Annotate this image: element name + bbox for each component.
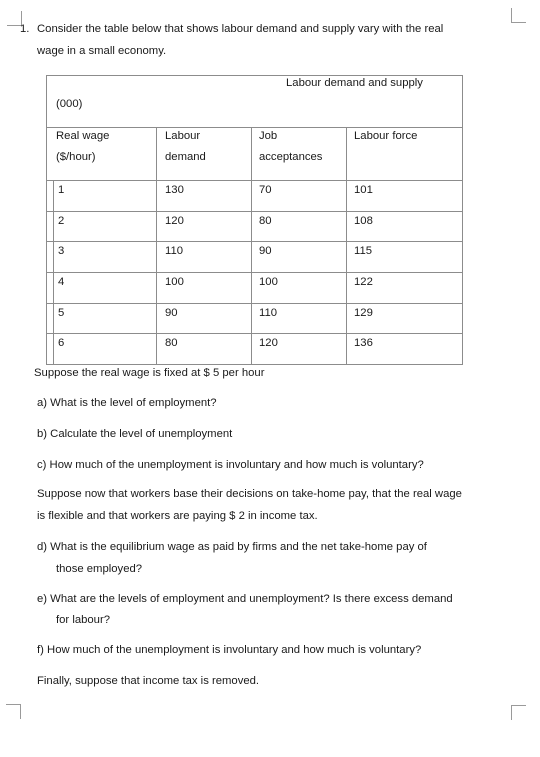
cell-demand: 110 bbox=[165, 245, 184, 257]
suppose-now-line-2: is flexible and that workers are paying $ 2 in income tax. bbox=[37, 510, 318, 522]
cell-wage: 2 bbox=[58, 215, 65, 227]
question-intro-line-2: wage in a small economy. bbox=[37, 45, 167, 57]
cell-demand: 80 bbox=[165, 337, 178, 349]
cell-acceptances: 80 bbox=[259, 215, 272, 227]
suppose-now-line-1: Suppose now that workers base their decisions on take-home pay, that the real wage bbox=[37, 488, 462, 500]
cell-force: 108 bbox=[354, 215, 373, 227]
cell-demand: 90 bbox=[165, 307, 178, 319]
table-unit: (000) bbox=[56, 98, 83, 110]
question-number: 1. bbox=[20, 23, 30, 35]
cell-demand: 130 bbox=[165, 184, 184, 196]
header-real-wage-unit: ($/hour) bbox=[56, 151, 96, 163]
cell-acceptances: 120 bbox=[259, 337, 278, 349]
cell-force: 101 bbox=[354, 184, 373, 196]
cell-force: 115 bbox=[354, 245, 373, 257]
cell-force: 122 bbox=[354, 276, 373, 288]
question-d-line-1: d) What is the equilibrium wage as paid by firms and the net take-home pay of bbox=[37, 541, 427, 553]
table-title: Labour demand and supply bbox=[286, 77, 423, 89]
header-real-wage: Real wage bbox=[56, 130, 110, 142]
cell-force: 129 bbox=[354, 307, 373, 319]
header-labour-force: Labour force bbox=[354, 130, 418, 142]
cell-acceptances: 110 bbox=[259, 307, 278, 319]
crop-mark-bottom-left bbox=[6, 704, 21, 719]
question-c: c) How much of the unemployment is involuntary and how much is voluntary? bbox=[37, 459, 424, 471]
cell-wage: 1 bbox=[58, 184, 65, 196]
cell-demand: 120 bbox=[165, 215, 184, 227]
question-e-line-2: for labour? bbox=[56, 614, 111, 626]
question-e-line-1: e) What are the levels of employment and unemployment? Is there excess demand bbox=[37, 593, 453, 605]
cell-force: 136 bbox=[354, 337, 373, 349]
question-b: b) Calculate the level of unemployment bbox=[37, 428, 233, 440]
header-labour-demand-2: demand bbox=[165, 151, 206, 163]
header-labour-demand-1: Labour bbox=[165, 130, 201, 142]
finally-statement: Finally, suppose that income tax is removed. bbox=[37, 675, 260, 687]
header-job-acceptances-2: acceptances bbox=[259, 151, 323, 163]
cell-acceptances: 70 bbox=[259, 184, 272, 196]
cell-wage: 6 bbox=[58, 337, 65, 349]
question-a: a) What is the level of employment? bbox=[37, 397, 217, 409]
cell-wage: 4 bbox=[58, 276, 65, 288]
crop-mark-bottom-right bbox=[511, 705, 526, 720]
cell-demand: 100 bbox=[165, 276, 184, 288]
suppose-fixed-wage: Suppose the real wage is fixed at $ 5 per hour bbox=[34, 367, 265, 379]
cell-wage: 3 bbox=[58, 245, 65, 257]
labour-table bbox=[46, 75, 463, 365]
cell-acceptances: 100 bbox=[259, 276, 278, 288]
crop-mark-top-right bbox=[511, 8, 526, 23]
cell-wage: 5 bbox=[58, 307, 65, 319]
cell-acceptances: 90 bbox=[259, 245, 272, 257]
question-d-line-2: those employed? bbox=[56, 563, 143, 575]
question-f: f) How much of the unemployment is involuntary and how much is voluntary? bbox=[37, 644, 422, 656]
question-intro-line-1: Consider the table below that shows labour demand and supply vary with the real bbox=[37, 23, 444, 35]
header-job-acceptances-1: Job bbox=[259, 130, 278, 142]
